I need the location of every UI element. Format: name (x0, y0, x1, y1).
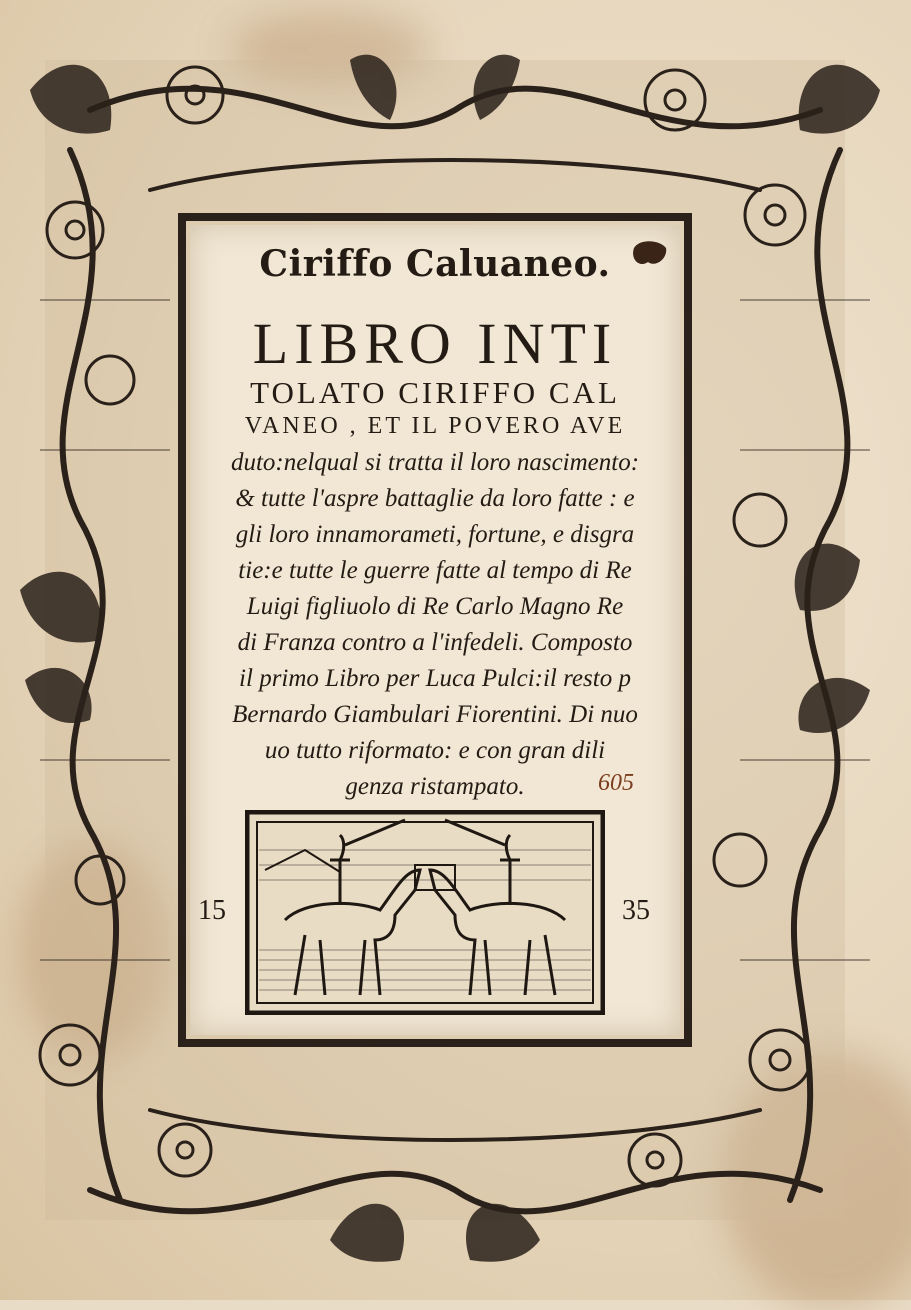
title-line: tie:e tutte le guerre fatte al tempo di Re (238, 557, 632, 584)
year-left: 15 (198, 895, 226, 926)
title-line: Bernardo Giambulari Fiorentini. Di nuo (232, 701, 638, 728)
title-line: il primo Libro per Luca Pulci:il resto p (239, 665, 631, 692)
title-line: genza ristampato. (345, 773, 525, 800)
title-line: & tutte l'aspre battaglie da loro fatte : e (235, 485, 635, 512)
title-line: gli loro innamorameti, fortune, e disgra (235, 521, 635, 548)
title-line: Luigi figliuolo di Re Carlo Magno Re (246, 593, 624, 620)
title-line: uo tutto riformato: e con gran dili (264, 737, 606, 764)
title-caps-line-2: TOLATO CIRIFFO CAL (250, 375, 620, 410)
woodcut-two-horsemen (245, 810, 605, 1015)
title-caps-line-1: LIBRO INTI (252, 311, 618, 376)
title-line: duto:nelqual si tratta il loro nascimento: (230, 449, 640, 476)
short-title: Ciriffo Caluaneo. (259, 243, 611, 285)
title-caps-line-3: VANEO , ET IL POVERO AVE (244, 413, 626, 439)
ink-blot (630, 238, 670, 270)
handwritten-shelf-number: 605 (598, 770, 634, 796)
year-right: 35 (622, 895, 650, 926)
title-line: di Franza contro a l'infedeli. Composto (237, 629, 633, 656)
